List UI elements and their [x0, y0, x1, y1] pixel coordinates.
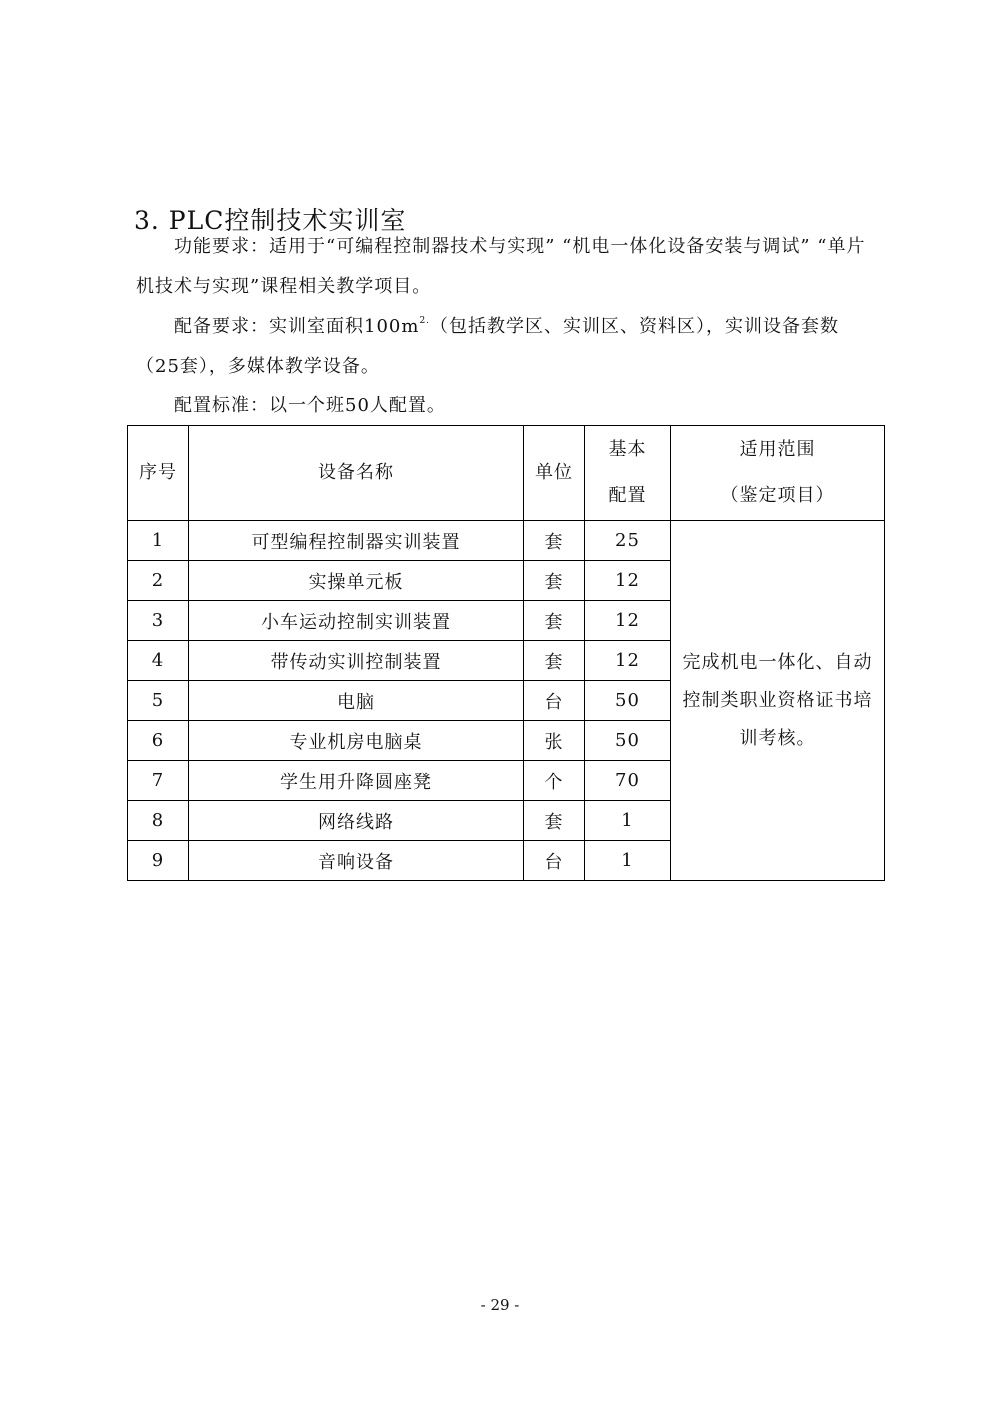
header-scope-line2: （鉴定项目）	[720, 485, 835, 506]
row-qty: 12	[585, 561, 671, 601]
row-no: 5	[128, 681, 189, 721]
header-config-line1: 基本	[608, 439, 647, 460]
equipment-requirement	[136, 307, 878, 387]
row-unit: 台	[524, 841, 585, 881]
row-qty: 50	[585, 681, 671, 721]
page-number: - 29 -	[480, 1296, 520, 1314]
header-scope	[671, 426, 885, 521]
row-name: 专业机房电脑桌	[189, 721, 524, 761]
header-unit: 单位	[524, 426, 585, 521]
row-no: 1	[128, 521, 189, 561]
area-unit-superscript: 2.	[419, 316, 431, 326]
row-unit: 套	[524, 521, 585, 561]
row-name: 学生用升降圆座凳	[189, 761, 524, 801]
row-no: 4	[128, 641, 189, 681]
row-name: 带传动实训控制装置	[189, 641, 524, 681]
row-name: 电脑	[189, 681, 524, 721]
row-name: 实操单元板	[189, 561, 524, 601]
row-no: 9	[128, 841, 189, 881]
header-config-line2: 配置	[608, 485, 647, 506]
section-title: 3. PLC控制技术实训室	[134, 205, 407, 235]
row-unit: 套	[524, 601, 585, 641]
header-name: 设备名称	[189, 426, 524, 521]
row-qty: 25	[585, 521, 671, 561]
header-no: 序号	[128, 426, 189, 521]
scope-cell: 完成机电一体化、自动控制类职业资格证书培训考核。	[671, 521, 885, 881]
row-unit: 张	[524, 721, 585, 761]
table-row	[128, 521, 885, 561]
row-no: 3	[128, 601, 189, 641]
row-name: 音响设备	[189, 841, 524, 881]
row-qty: 1	[585, 841, 671, 881]
row-qty: 12	[585, 601, 671, 641]
header-config	[585, 426, 671, 521]
row-name: 可型编程控制器实训装置	[189, 521, 524, 561]
row-unit: 套	[524, 641, 585, 681]
row-no: 6	[128, 721, 189, 761]
equipment-table	[127, 425, 885, 881]
row-no: 2	[128, 561, 189, 601]
table-header-row	[128, 426, 885, 521]
row-unit: 个	[524, 761, 585, 801]
row-qty: 70	[585, 761, 671, 801]
row-unit: 套	[524, 561, 585, 601]
row-no: 8	[128, 801, 189, 841]
row-qty: 50	[585, 721, 671, 761]
configuration-standard: 配置标准：以一个班50人配置。	[174, 395, 446, 416]
row-no: 7	[128, 761, 189, 801]
row-name: 网络线路	[189, 801, 524, 841]
row-unit: 台	[524, 681, 585, 721]
row-qty: 1	[585, 801, 671, 841]
row-name: 小车运动控制实训装置	[189, 601, 524, 641]
equipment-requirement-text-a: 配备要求：实训室面积100m	[174, 316, 420, 337]
header-scope-line1: 适用范围	[739, 439, 816, 460]
row-qty: 12	[585, 641, 671, 681]
row-unit: 套	[524, 801, 585, 841]
function-requirement: 功能要求：适用于“可编程控制器技术与实现” “机电一体化设备安装与调试” “单片机技术与实现”课程相关教学项目。	[136, 236, 866, 297]
equipment-requirement-text-b: （包括教学区、实训区、资料区），实训设备套数（25套），多媒体教学设备。	[136, 316, 840, 377]
